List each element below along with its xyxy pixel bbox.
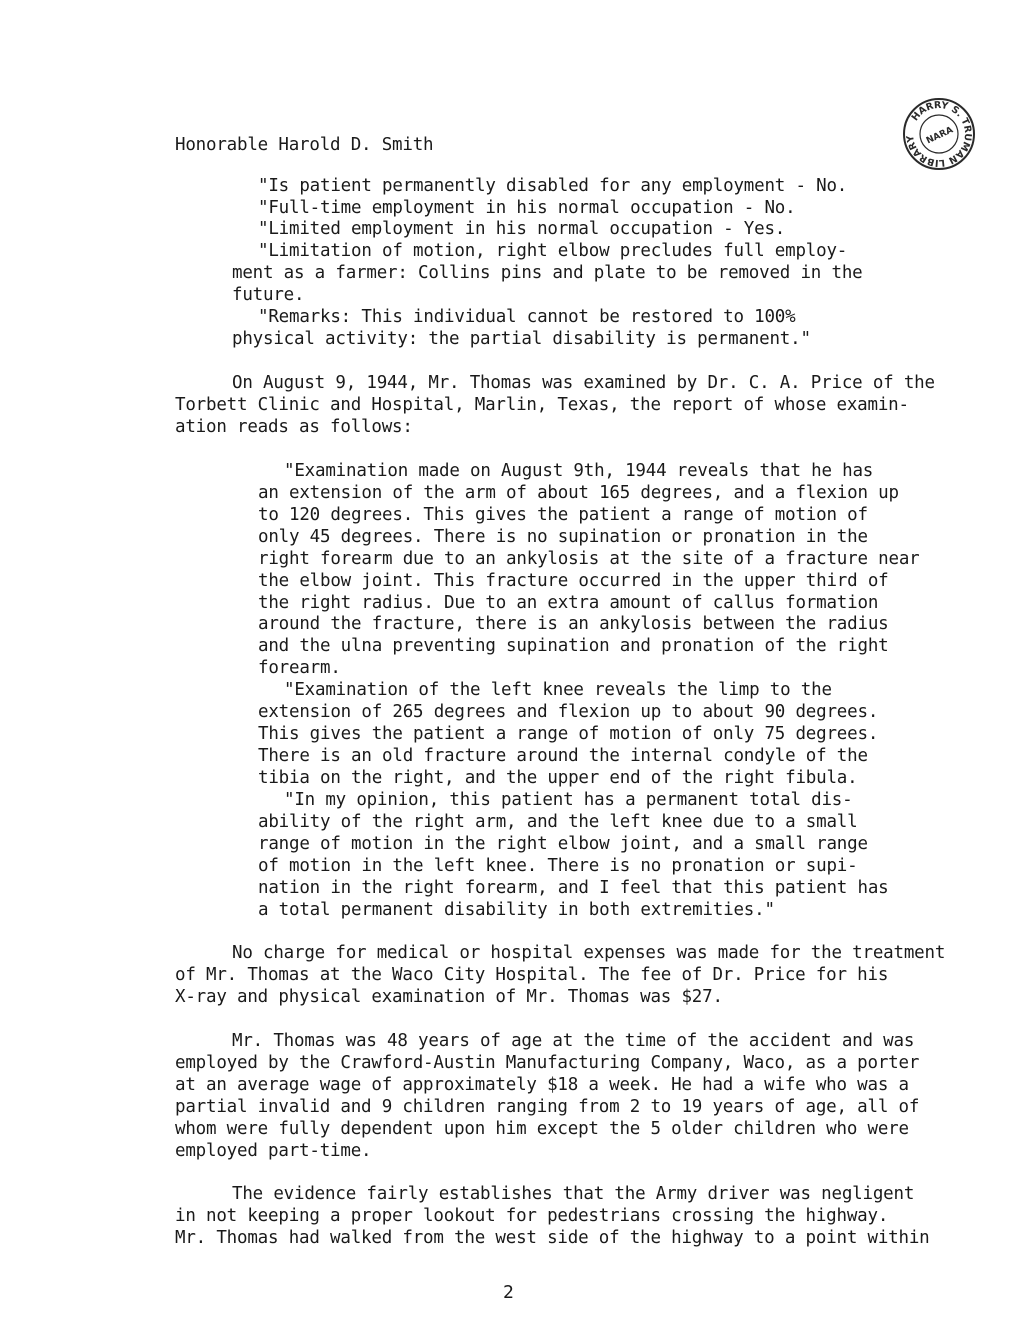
quote1-line: "Remarks: This individual cannot be restored to 100% [258,307,796,327]
body-line: of Mr. Thomas at the Waco City Hospital. The fee of Dr. Price for his [175,965,889,985]
quote1-line: "Limited employment in his normal occupation - Yes. [258,219,786,239]
quote1-line: "Full-time employment in his normal occupation - No. [258,198,796,218]
body-line: whom were fully dependent upon him except the 5 older children who were [175,1119,909,1139]
quote2-line: extension of 265 degrees and flexion up to about 90 degrees. [258,702,879,722]
body-line: ation reads as follows: [175,417,413,437]
quote2-line: around the fracture, there is an ankylosis between the radius [258,614,889,634]
quote2-line: ability of the right arm, and the left knee due to a small [258,812,858,832]
quote1-line: physical activity: the partial disability is permanent." [232,329,811,349]
quote2-line: and the ulna preventing supination and pronation of the right [258,636,889,656]
body-line: partial invalid and 9 children ranging from 2 to 19 years of age, all of [175,1097,920,1117]
quote1-line: "Limitation of motion, right elbow precludes full employ- [258,241,848,261]
quote2-line: only 45 degrees. There is no supination or pronation in the [258,527,868,547]
body-line: employed part-time. [175,1141,372,1161]
quote2-line: an extension of the arm of about 165 degrees, and a flexion up [258,483,899,503]
body-line: On August 9, 1944, Mr. Thomas was examined by Dr. C. A. Price of the [232,373,935,393]
quote2-line: of motion in the left knee. There is no pronation or supi- [258,856,858,876]
body-line: X-ray and physical examination of Mr. Thomas was $27. [175,987,723,1007]
quote2-line: nation in the right forearm, and I feel that this patient has [258,878,889,898]
body-line: The evidence fairly establishes that the Army driver was negligent [232,1184,915,1204]
stamp-ring-text: HARRY S. TRUMAN LIBRARY [904,99,974,169]
quote2-line: right forearm due to an ankylosis at the site of a fracture near [258,549,920,569]
quote2-line: This gives the patient a range of motion of only 75 degrees. [258,724,879,744]
quote2-line: forearm. [258,658,341,678]
body-line: at an average wage of approximately $18 a week. He had a wife who was a [175,1075,909,1095]
body-line: Mr. Thomas was 48 years of age at the time of the accident and was [232,1031,915,1051]
quote2-line: tibia on the right, and the upper end of the right fibula. [258,768,858,788]
stamp-center-text: NARA [924,125,955,147]
quote2-line: to 120 degrees. This gives the patient a range of motion of [258,505,868,525]
body-line: Mr. Thomas had walked from the west side of the highway to a point within [175,1228,930,1248]
page-number: 2 [503,1282,514,1303]
quote2-line: There is an old fracture around the internal condyle of the [258,746,868,766]
body-line: Torbett Clinic and Hospital, Marlin, Texas, the report of whose examin- [175,395,909,415]
quote2-line: the elbow joint. This fracture occurred in the upper third of [258,571,889,591]
quote2-line: the right radius. Due to an extra amount of callus formation [258,593,879,613]
quote1-line: "Is patient permanently disabled for any employment - No. [258,176,848,196]
quote2-line: "Examination of the left knee reveals the limp to the [284,680,832,700]
quote1-line: ment as a farmer: Collins pins and plate to be removed in the [232,263,863,283]
body-line: No charge for medical or hospital expenses was made for the treatment [232,943,946,963]
recipient-line: Honorable Harold D. Smith [175,135,434,155]
body-line: in not keeping a proper lookout for pedestrians crossing the highway. [175,1206,889,1226]
quote2-line: range of motion in the right elbow joint, and a small range [258,834,868,854]
quote1-line: future. [232,285,305,305]
quote2-line: a total permanent disability in both extremities." [258,900,775,920]
quote2-line: "Examination made on August 9th, 1944 reveals that he has [284,461,874,481]
quote2-line: "In my opinion, this patient has a permanent total dis- [284,790,853,810]
body-line: employed by the Crawford-Austin Manufacturing Company, Waco, as a porter [175,1053,920,1073]
library-stamp [902,97,976,171]
